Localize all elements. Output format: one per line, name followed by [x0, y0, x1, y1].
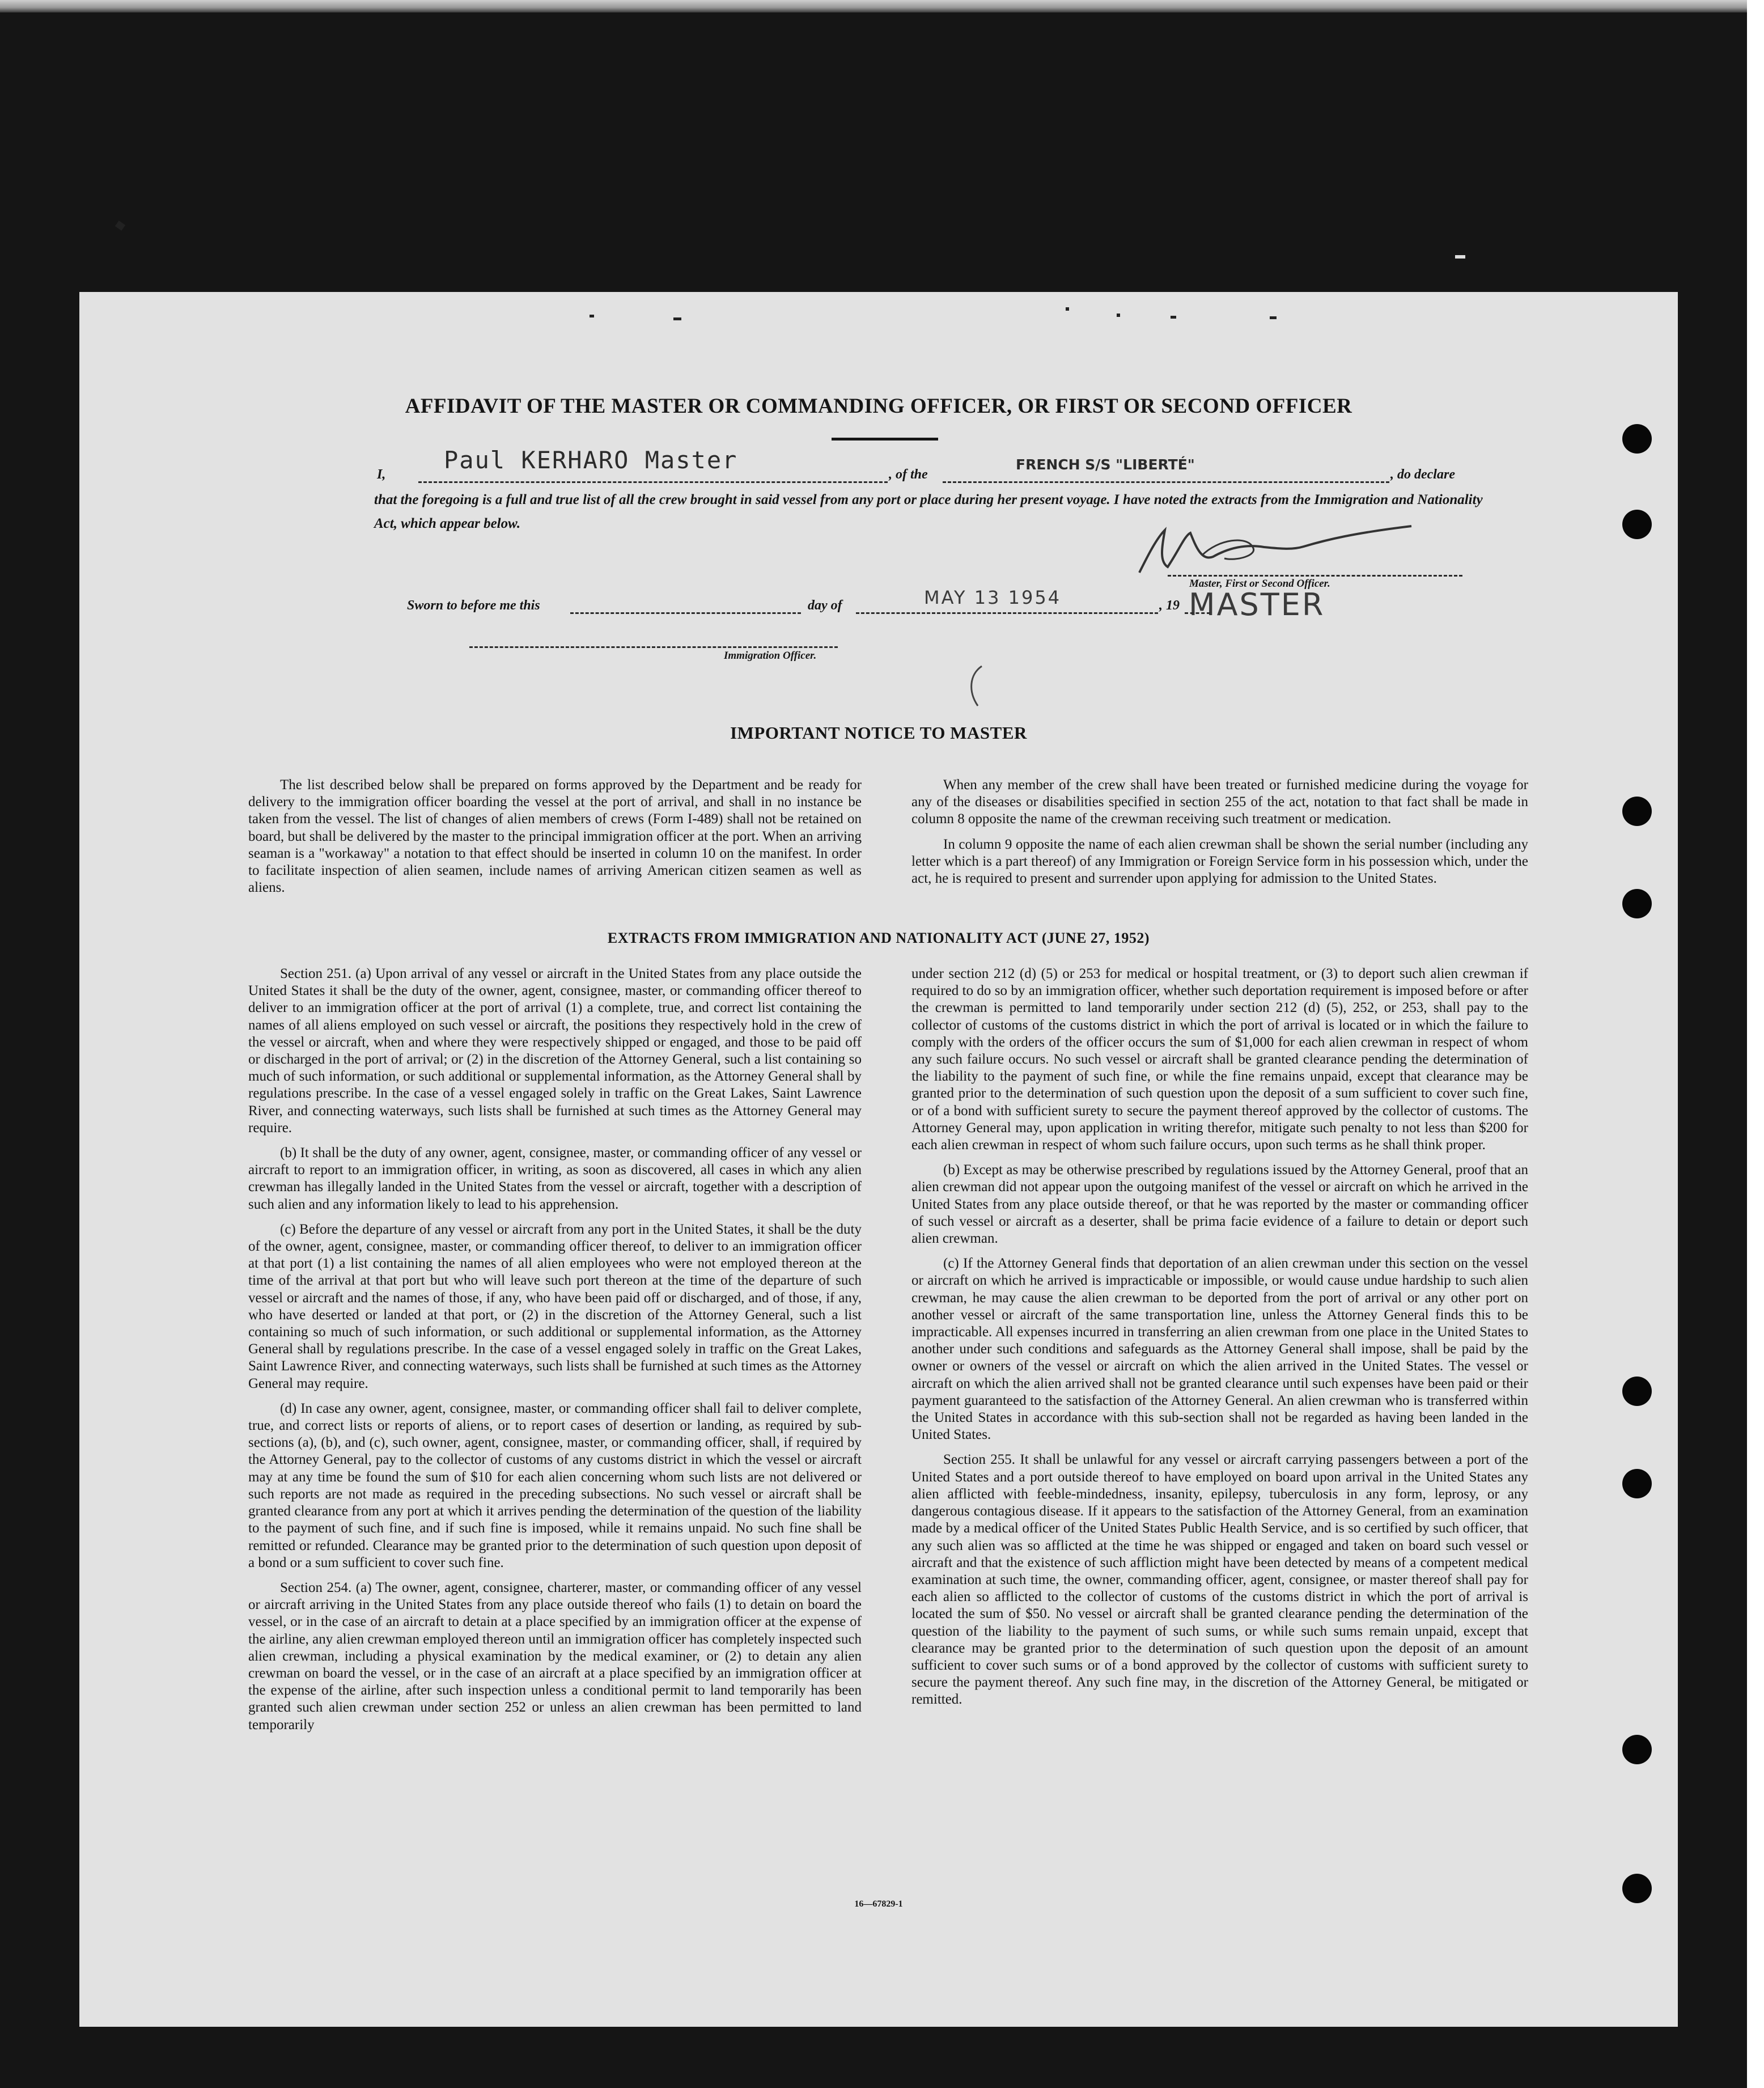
- affidavit-title: AFFIDAVIT OF THE MASTER OR COMMANDING OFFICER, OR FIRST OR SECOND OFFICER: [405, 395, 1352, 418]
- vessel-line: [943, 481, 1389, 483]
- day-of-label: day of: [808, 598, 842, 613]
- scan-right-edge: [1747, 0, 1764, 2088]
- scan-mark: [115, 221, 125, 231]
- date-stamp: MAY 13 1954: [924, 587, 1062, 608]
- act-section: (d) In case any owner, agent, consignee, master, or commanding officer shall fail to deliver complete, true, and correct lists or reports of aliens, or to report cases of desertion or landing, as required by sub-sections (a), (b), and (c), such owner, agent, consignee, master, or commanding officer, shall, if required by the Attorney General, pay to the collector of customs of any customs district in which the vessel or aircraft may at any time be found the sum of $10 for each alien concerning whom such lists are not delivered or such reports are not made as required in the preceding subsections. No such vessel or aircraft shall be granted clearance from any port at which it arrives pending the determination of the question of the liability to the payment of such fine, and if such fine is imposed, while it remains unpaid. No such fine shall be remitted or refunded. Clearance may be granted prior to the determination of such question upon deposit of a bond or a sum sufficient to cover such fine.: [248, 1400, 862, 1570]
- notice-left-column: [248, 777, 862, 904]
- master-stamp: MASTER: [1189, 587, 1325, 622]
- act-section: Section 255. It shall be unlawful for any vessel or aircraft carrying passengers between a port of the United States and a port outside thereof to have employed on board upon arrival in the United States any alien afflicted with feeble-mindedness, insanity, epilepsy, tuberculosis in any form, leprosy, or any dangerous contagious disease. If it appears to the satisfaction of the Attorney General, from an examination made by a medical officer of the United States Public Health Service, and is so certified by such officer, that any such alien was so afflicted at the time he was shipped or engaged and taken on board such vessel or aircraft and that the existence of such affliction might have been detected by means of a competent medical examination at such time, the owner, commanding officer, agent, consignee, or master thereof shall pay for each alien so afflicted to the collector of customs of the customs district in which the port of arrival is located the sum of $50. No vessel or aircraft shall be granted clearance pending the determination of the question of the liability to the payment of such sums, or while such sums remain unpaid, except that clearance may be granted prior to the determination of such question upon the deposit of an amount sufficient to cover such sums or of a bond approved by the collector of customs with sufficient surety to secure the payment thereof. Any such fine may, in the discretion of the Attorney General, be mitigated or remitted.: [911, 1452, 1528, 1708]
- signature-line: [1168, 575, 1462, 577]
- act-section: (b) It shall be the duty of any owner, agent, consignee, master, or commanding officer of any vessel or aircraft to report to an immigration officer, in writing, as soon as discovered, all cases in which any alien crewman has illegally landed in the United States from the vessel or aircraft, together with a description of such alien and any information likely to lead to his apprehension.: [248, 1145, 862, 1212]
- punch-hole: [1622, 424, 1652, 454]
- punch-hole: [1622, 889, 1652, 918]
- notice-title: IMPORTANT NOTICE TO MASTER: [730, 723, 1027, 743]
- scan-mark: [1171, 316, 1176, 319]
- notice-paragraph: The list described below shall be prepared on forms approved by the Department and be ready for delivery to the immigration officer boarding the vessel at the port of arrival, and shall in no instance be taken from the vessel. The list of changes of alien members of crews (Form I-489) shall not be retained on board, but shall be delivered by the master to the principal immigration officer at the port. When an arriving seaman is a "workaway" a notation to that effect should be inserted in column 10 on the manifest. In order to facilitate inspection of alien seamen, include names of arriving American citizen seamen as well as aliens.: [248, 777, 862, 896]
- year-label: , 19: [1159, 598, 1180, 613]
- do-declare-label: , do declare: [1390, 467, 1455, 482]
- i-label: I,: [377, 467, 386, 482]
- notice-paragraph: In column 9 opposite the name of each alien crewman shall be shown the serial number (including any letter which is a part thereof) of any Immigration or Foreign Service form in his possession which, under the act, he is required to present and surrender upon applying for admission to the United States.: [911, 836, 1528, 887]
- notice-paragraph: When any member of the crew shall have been treated or furnished medicine during the voyage for any of the diseases or disabilities specified in section 255 of the act, notation to that fact shall be made in column 8 opposite the name of the crewman receiving such treatment or medication.: [911, 777, 1528, 827]
- vessel-name: FRENCH S/S "LIBERTÉ": [1016, 456, 1195, 473]
- sworn-line: [570, 612, 801, 614]
- act-section: (c) If the Attorney General finds that deportation of an alien crewman under this section on the vessel or aircraft on which he arrived is impracticable or impossible, or would cause undue hardship to such alien crewman, he may cause the alien crewman to be deported from the port of arrival or any other port on another vessel or aircraft of the same transportation line, unless the Attorney General finds this to be impracticable. All expenses incurred in transferring an alien crewman from one place in the United States to another under such conditions and safeguards as the Attorney General shall impose, shall be paid by the owner or owners of the vessel or aircraft on which the alien arrived in the United States. The vessel or aircraft on which the alien arrived shall not be granted clearance until such expenses have been paid or their payment guaranteed to the satisfaction of the Attorney General. An alien crewman who is transferred within the United States in accordance with this sub-section shall not be regarded as having been landed in the United States.: [911, 1256, 1528, 1443]
- extracts-right-column: [911, 965, 1528, 1717]
- act-section: Section 251. (a) Upon arrival of any vessel or aircraft in the United States from any place outside the United States it shall be the duty of the owner, agent, consignee, master, or commanding officer thereof to deliver to an immigration officer at the port of arrival (1) a complete, true, and correct list containing the names of all aliens employed on such vessel or aircraft, the positions they respectively hold in the crew of the vessel or aircraft, when and where they were respectively shipped or engaged, and those to be paid off or discharged in the port of arrival; or (2) in the discretion of the Attorney General, such a list containing so much of such information, or such additional or supplemental information, as the Attorney General shall by regulations prescribe. In the case of a vessel engaged solely in traffic on the Great Lakes, Saint Lawrence River, and connecting waterways, such lists shall be furnished at such times as the Attorney General may require.: [248, 966, 862, 1136]
- signer-caption: Master, First or Second Officer.: [1189, 578, 1330, 590]
- form-number: 16—67829-1: [854, 1899, 903, 1909]
- act-section: Section 254. (a) The owner, agent, consignee, charterer, master, or commanding officer of any vessel or aircraft arriving in the United States from any place outside thereof who fails (1) to detain on board the vessel, or in the case of an aircraft to detain at a place specified by an immigration officer at the expense of the airline, any alien crewman employed thereon until an immigration officer has completely inspected such alien crewman, including a physical examination by the medical examiner, or (2) to detain any alien crewman on board the vessel, or in the case of an aircraft at a place specified by an immigration officer at the expense of the airline, after such inspection unless a conditional permit to land temporarily has been granted such alien crewman under section 252 or unless an alien crewman has been permitted to land temporarily: [248, 1579, 862, 1733]
- title-rule: [832, 438, 938, 441]
- extracts-title: EXTRACTS FROM IMMIGRATION AND NATIONALITY ACT (JUNE 27, 1952): [607, 930, 1150, 946]
- scan-mark: [1455, 255, 1465, 259]
- scan-mark: [1066, 307, 1069, 311]
- punch-hole: [1622, 797, 1652, 826]
- document-page: [79, 292, 1678, 2027]
- scan-mark: [1117, 314, 1120, 317]
- punch-hole: [1622, 1735, 1652, 1764]
- punch-hole: [1622, 1377, 1652, 1406]
- master-name: Paul KERHARO Master: [444, 446, 738, 474]
- extracts-left-column: [248, 965, 862, 1742]
- punch-hole: [1622, 510, 1652, 539]
- date-line: [856, 612, 1158, 614]
- act-section: under section 212 (d) (5) or 253 for medical or hospital treatment, or (3) to deport such alien crewman if required to do so by an immigration officer, whether such deportation requirement is imposed before or after the crewman is permitted to land temporarily under section 212 (d) (5), 252, or 253, shall pay to the collector of customs of the customs district in which the port of arrival is located or in which the failure to comply with the orders of the officer occurs the sum of $1,000 for each alien crewman in respect of whom any such failure occurs. No such vessel or aircraft shall be granted clearance pending the determination of the liability to the payment of such fine, or while the fine remains unpaid, except that clearance may be granted prior to the determination of such question upon the deposit of a sum sufficient to cover such fine, or of a bond with sufficient surety to secure the payment thereof approved by the collector of customs. The Attorney General may, upon application in writing therefor, mitigate such penalty to not less than $200 for each alien crewman in respect of whom such failure occurs, upon such terms as he shall think proper.: [911, 966, 1528, 1153]
- notice-right-column: [911, 777, 1528, 895]
- year-line: [1185, 612, 1210, 614]
- stray-mark: [964, 663, 986, 709]
- scan-top-edge: [0, 0, 1764, 12]
- punch-hole: [1622, 1469, 1652, 1498]
- immigration-officer-line: [469, 646, 838, 648]
- act-section: (b) Except as may be otherwise prescribed by regulations issued by the Attorney General, proof that an alien crewman did not appear upon the outgoing manifest of the vessel or aircraft on which he arrived in the United States from any place outside thereof, or that he was reported by the master or commanding officer of such vessel or aircraft as a deserter, shall be prima facie evidence of a failure to detain or deport such alien crewman.: [911, 1162, 1528, 1247]
- officer-caption: Immigration Officer.: [724, 650, 817, 662]
- act-section: (c) Before the departure of any vessel or aircraft from any port in the United States, it shall be the duty of the owner, agent, consignee, master, or commanding officer thereof, to deliver to an immigration officer at that port (1) a list containing the names of all alien employees who were not employed thereon at the time of the arrival at that port but who will leave such port thereon at the time of the departure of such vessel or aircraft and the names of those, if any, who have been paid off or discharged, and of those, if any, who have deserted or landed at that port, or (2) in the discretion of the Attorney General, such a list containing so much of such information, or such additional or supplemental information, as the Attorney General shall by regulations prescribe. In the case of a vessel engaged solely in traffic on the Great Lakes, Saint Lawrence River, and connecting waterways, such lists shall be furnished at such times as the Attorney General may require.: [248, 1221, 862, 1391]
- scan-mark: [673, 317, 681, 320]
- name-line: [418, 481, 888, 483]
- scan-mark: [590, 315, 594, 317]
- sworn-label: Sworn to before me this: [407, 598, 540, 613]
- of-the-label: , of the: [889, 467, 928, 482]
- declaration-text: that the foregoing is a full and true list of all the crew brought in said vessel from any port or place during her present voyage. I have noted the extracts from the Immigration and Nationality Act, which appear below.: [374, 492, 1483, 531]
- scan-mark: [1270, 316, 1277, 319]
